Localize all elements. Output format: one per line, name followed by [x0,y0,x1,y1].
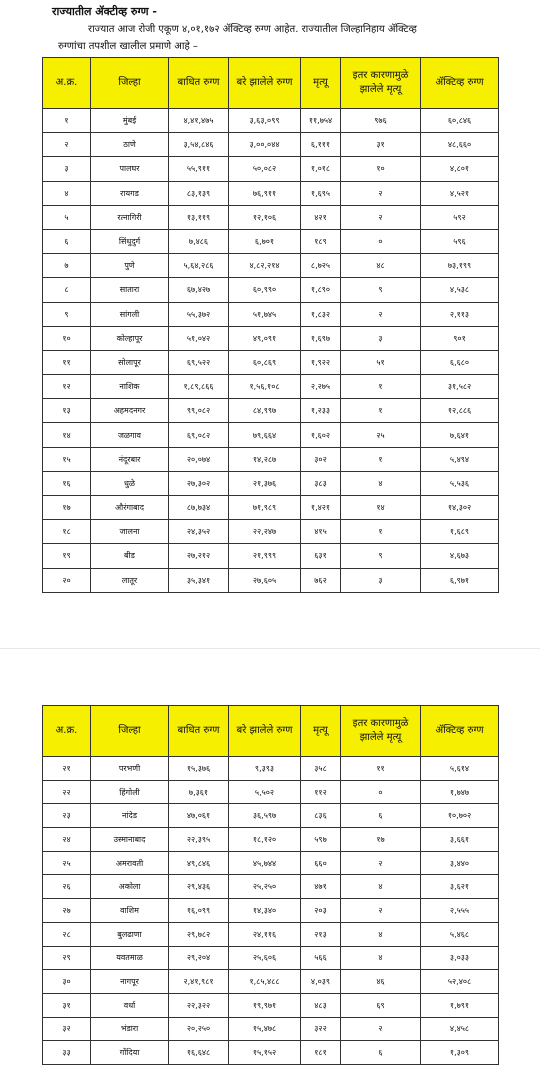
cell-other-deaths: ४६ [341,970,421,994]
cell-affected: ५,६४,२८६ [169,254,229,278]
cell-active: ५,६१४ [421,757,499,781]
cell-district: नाशिक [91,375,169,399]
col-header-deaths: मृत्यू [301,706,341,757]
cell-deaths: ४१५ [301,520,341,544]
cell-other-deaths: १ [341,399,421,423]
cell-other-deaths: ३ [341,568,421,592]
cell-active: ५९६ [421,229,499,253]
cell-deaths: ६३१ [301,544,341,568]
cell-recovered: ६०,९९० [229,278,301,302]
cell-deaths: ५९७ [301,828,341,852]
cell-deaths: ५६६ [301,946,341,970]
cell-active: १,३०९ [421,1041,499,1065]
cell-recovered: २४,११६ [229,922,301,946]
cell-other-deaths: २ [341,851,421,875]
cell-district: अकोला [91,875,169,899]
cell-recovered: ७९,६६४ [229,423,301,447]
cell-serial: ३ [43,157,91,181]
cell-active: ५,४९४ [421,447,499,471]
cell-recovered: २१,९९९ [229,544,301,568]
cell-active: ९०१ [421,326,499,350]
cell-affected: ८३,१३९ [169,181,229,205]
table-row [43,1041,499,1065]
cell-serial: ८ [43,278,91,302]
district-table-part-2 [42,705,499,1065]
table-row [43,544,499,568]
cell-district: मुंबई [91,109,169,133]
cell-district: नांदेड [91,804,169,828]
cell-affected: ५५,९११ [169,157,229,181]
cell-active: १२,८८६ [421,399,499,423]
cell-serial: १९ [43,544,91,568]
cell-serial: २३ [43,804,91,828]
cell-serial: १४ [43,423,91,447]
cell-recovered: १,८५,४८८ [229,970,301,994]
cell-recovered: १४,३४० [229,899,301,923]
cell-active: ६,९७१ [421,568,499,592]
cell-affected: २,४१,९८१ [169,970,229,994]
cell-serial: ९ [43,302,91,326]
cell-deaths: ३०२ [301,447,341,471]
cell-active: २,११३ [421,302,499,326]
cell-district: जळगाव [91,423,169,447]
cell-recovered: १,५६,१०८ [229,375,301,399]
cell-active: ४,५३८ [421,278,499,302]
cell-district: भंडारा [91,1017,169,1041]
cell-recovered: १५,१५२ [229,1041,301,1065]
cell-other-deaths: ९७६ [341,109,421,133]
cell-district: वाशिम [91,899,169,923]
cell-district: यवतमाळ [91,946,169,970]
col-header-deaths: मृत्यू [301,58,341,109]
col-header-other-deaths: इतर कारणामुळे झालेले मृत्यू [341,706,421,757]
cell-recovered: ५,५०२ [229,780,301,804]
table-row [43,399,499,423]
cell-other-deaths: ६९ [341,993,421,1017]
cell-serial: १७ [43,496,91,520]
cell-affected: ७,३६१ [169,780,229,804]
cell-active: ४,६७३ [421,544,499,568]
intro-paragraph [58,21,498,55]
cell-deaths: ३२२ [301,1017,341,1041]
cell-deaths: १,८९० [301,278,341,302]
cell-serial: २८ [43,922,91,946]
table-row [43,471,499,495]
cell-other-deaths: ४८ [341,254,421,278]
table-row [43,229,499,253]
cell-serial: ३० [43,970,91,994]
cell-affected: १३,११९ [169,205,229,229]
cell-deaths: २,२७५ [301,375,341,399]
cell-serial: २६ [43,875,91,899]
cell-recovered: ५१,७४५ [229,302,301,326]
cell-active: ५९२ [421,205,499,229]
cell-deaths: ४,०३९ [301,970,341,994]
cell-serial: २२ [43,780,91,804]
cell-other-deaths: ४ [341,946,421,970]
cell-affected: २४,३५२ [169,520,229,544]
cell-recovered: १२,१०६ [229,205,301,229]
cell-active: १,७९१ [421,993,499,1017]
cell-district: बीड [91,544,169,568]
table-row [43,757,499,781]
cell-district: हिंगोली [91,780,169,804]
table-row [43,157,499,181]
cell-active: ३१,५८२ [421,375,499,399]
cell-active: ४,८०१ [421,157,499,181]
cell-district: जालना [91,520,169,544]
cell-affected: ८७,७३४ [169,496,229,520]
cell-recovered: २१,३७६ [229,471,301,495]
cell-active: ३,०३३ [421,946,499,970]
cell-recovered: २७,६०५ [229,568,301,592]
cell-serial: २१ [43,757,91,781]
table-row [43,851,499,875]
cell-deaths: ६६० [301,851,341,875]
cell-active: ३,४४० [421,851,499,875]
table-row [43,350,499,374]
cell-district: रायगड [91,181,169,205]
cell-affected: २९,७८२ [169,922,229,946]
cell-affected: १६,६४८ [169,1041,229,1065]
cell-serial: ३१ [43,993,91,1017]
cell-active: २,५५५ [421,899,499,923]
cell-district: गोंदिया [91,1041,169,1065]
cell-recovered: २५,२५० [229,875,301,899]
cell-recovered: ६,७०१ [229,229,301,253]
cell-district: रत्नागिरी [91,205,169,229]
cell-other-deaths: २ [341,205,421,229]
cell-serial: २९ [43,946,91,970]
cell-active: ३,६६१ [421,828,499,852]
cell-affected: ७,४८६ [169,229,229,253]
cell-other-deaths: ० [341,229,421,253]
cell-district: वर्धा [91,993,169,1017]
table-row [43,254,499,278]
cell-serial: ३३ [43,1041,91,1065]
cell-active: ७,६४१ [421,423,499,447]
intro-line-1: राज्यात आज रोजी एकूण ४,०१,१७२ ॲक्टिव्ह रुग्ण आहेत. राज्यातील जिल्हानिहाय ॲक्टिव्ह [88,24,417,35]
cell-affected: २२,३२२ [169,993,229,1017]
cell-recovered: १८,१२० [229,828,301,852]
cell-deaths: ६,१११ [301,133,341,157]
table-row [43,447,499,471]
cell-district: सातारा [91,278,169,302]
cell-other-deaths: २ [341,181,421,205]
table-row [43,375,499,399]
cell-serial: ३२ [43,1017,91,1041]
cell-other-deaths: ५१ [341,350,421,374]
cell-recovered: ३,६३,०९९ [229,109,301,133]
cell-other-deaths: ११ [341,757,421,781]
cell-active: १०,७०२ [421,804,499,828]
district-table-part-1 [42,57,499,593]
cell-affected: २२,३९५ [169,828,229,852]
col-header-recovered: बरे झालेले रुग्ण [229,58,301,109]
table-row [43,970,499,994]
cell-affected: ५१,०४२ [169,326,229,350]
cell-affected: २७,२१२ [169,544,229,568]
cell-other-deaths: ३१ [341,133,421,157]
table-row [43,302,499,326]
cell-serial: १ [43,109,91,133]
cell-other-deaths: ९ [341,278,421,302]
cell-deaths: २०३ [301,899,341,923]
table-row [43,875,499,899]
cell-active: ६०,८४६ [421,109,499,133]
col-header-active: ॲक्टिव्ह रुग्ण [421,58,499,109]
cell-recovered: ४९,०९१ [229,326,301,350]
cell-serial: ५ [43,205,91,229]
cell-district: उस्मानाबाद [91,828,169,852]
cell-affected: २९,२०४ [169,946,229,970]
cell-deaths: १,०१८ [301,157,341,181]
cell-active: १,६८९ [421,520,499,544]
cell-deaths: ४८३ [301,993,341,1017]
cell-recovered: ३६,५९७ [229,804,301,828]
cell-recovered: ४,८२,२१४ [229,254,301,278]
cell-deaths: १,६९७ [301,326,341,350]
table-row [43,520,499,544]
table-row [43,922,499,946]
cell-recovered: ८४,९९७ [229,399,301,423]
cell-serial: १२ [43,375,91,399]
cell-other-deaths: १७ [341,828,421,852]
cell-recovered: ७६,९११ [229,181,301,205]
table-row [43,804,499,828]
cell-affected: ४७,०६१ [169,804,229,828]
cell-serial: १३ [43,399,91,423]
cell-active: ४,४५८ [421,1017,499,1041]
table-row [43,423,499,447]
cell-serial: २४ [43,828,91,852]
cell-deaths: ११२ [301,780,341,804]
cell-other-deaths: ३ [341,326,421,350]
cell-affected: २०,२५० [169,1017,229,1041]
cell-affected: १,८९,८६६ [169,375,229,399]
cell-deaths: १८१ [301,1041,341,1065]
col-header-other-deaths: इतर कारणामुळे झालेले मृत्यू [341,58,421,109]
cell-deaths: ११,७५४ [301,109,341,133]
cell-deaths: ८३६ [301,804,341,828]
cell-serial: ४ [43,181,91,205]
cell-district: पालघर [91,157,169,181]
cell-serial: २७ [43,899,91,923]
cell-district: सोलापूर [91,350,169,374]
cell-serial: २५ [43,851,91,875]
table-row [43,946,499,970]
cell-deaths: १,४२१ [301,496,341,520]
cell-serial: ११ [43,350,91,374]
cell-recovered: १४,२८७ [229,447,301,471]
cell-other-deaths: ० [341,780,421,804]
cell-affected: ६७,४२७ [169,278,229,302]
cell-active: ६,६८० [421,350,499,374]
cell-active: ४८,६६० [421,133,499,157]
table-header-row [43,58,499,109]
cell-active: ३,६२१ [421,875,499,899]
cell-other-deaths: १० [341,157,421,181]
cell-recovered: १५,४७८ [229,1017,301,1041]
col-header-active: ॲक्टिव्ह रुग्ण [421,706,499,757]
cell-district: धुळे [91,471,169,495]
cell-other-deaths: ९ [341,544,421,568]
cell-affected: १६,०९९ [169,899,229,923]
cell-affected: ३,५४,८४६ [169,133,229,157]
cell-other-deaths: ६ [341,804,421,828]
cell-deaths: ८,७२५ [301,254,341,278]
intro-line-2: रुग्णांचा तपशील खालील प्रमाणे आहे – [58,41,198,52]
cell-recovered: ७१,९८९ [229,496,301,520]
table-row [43,568,499,592]
cell-deaths: ३८३ [301,471,341,495]
cell-deaths: २१३ [301,922,341,946]
cell-district: बुलढाणा [91,922,169,946]
cell-deaths: १,६९५ [301,181,341,205]
cell-district: परभणी [91,757,169,781]
table-row [43,181,499,205]
cell-other-deaths: ६ [341,1041,421,1065]
cell-district: औरंगाबाद [91,496,169,520]
cell-affected: ४,४१,४७५ [169,109,229,133]
cell-deaths: १,८३२ [301,302,341,326]
cell-other-deaths: १ [341,447,421,471]
table-row [43,496,499,520]
cell-deaths: ४२१ [301,205,341,229]
cell-active: ५२,४०८ [421,970,499,994]
cell-serial: २ [43,133,91,157]
cell-active: ५,४६८ [421,922,499,946]
cell-district: सांगली [91,302,169,326]
cell-other-deaths: २ [341,302,421,326]
cell-other-deaths: १४ [341,496,421,520]
cell-deaths: १८९ [301,229,341,253]
cell-deaths: १,६०२ [301,423,341,447]
cell-recovered: ६०,८६९ [229,350,301,374]
table-row [43,780,499,804]
table-row [43,828,499,852]
cell-affected: ३५,३४१ [169,568,229,592]
col-header-affected: बाधित रुग्ण [169,58,229,109]
cell-other-deaths: १ [341,520,421,544]
cell-affected: ५५,३७२ [169,302,229,326]
cell-district: अहमदनगर [91,399,169,423]
cell-recovered: ४५,७४४ [229,851,301,875]
cell-active: ४,५२१ [421,181,499,205]
cell-serial: १० [43,326,91,350]
col-header-recovered: बरे झालेले रुग्ण [229,706,301,757]
table-row [43,278,499,302]
cell-active: ७३,१९९ [421,254,499,278]
cell-affected: १५,३७६ [169,757,229,781]
cell-other-deaths: ४ [341,471,421,495]
cell-serial: २० [43,568,91,592]
cell-affected: ६९,०८२ [169,423,229,447]
cell-active: ५,५३६ [421,471,499,495]
cell-affected: ६९,५२२ [169,350,229,374]
cell-deaths: १,९२२ [301,350,341,374]
cell-deaths: ७६२ [301,568,341,592]
cell-recovered: ५०,०८२ [229,157,301,181]
cell-serial: १५ [43,447,91,471]
col-header-district: जिल्हा [91,58,169,109]
cell-deaths: ३५८ [301,757,341,781]
table-row [43,109,499,133]
cell-district: ठाणे [91,133,169,157]
cell-district: नंदूरबार [91,447,169,471]
cell-affected: ९९,०८२ [169,399,229,423]
col-header-serial: अ.क्र. [43,706,91,757]
cell-active: १,७४७ [421,780,499,804]
cell-serial: ६ [43,229,91,253]
cell-serial: १८ [43,520,91,544]
cell-deaths: ४७१ [301,875,341,899]
cell-recovered: २५,६०६ [229,946,301,970]
cell-deaths: १,२३३ [301,399,341,423]
cell-other-deaths: १ [341,375,421,399]
cell-district: नागपूर [91,970,169,994]
table-row [43,133,499,157]
cell-district: कोल्हापूर [91,326,169,350]
cell-other-deaths: २ [341,899,421,923]
cell-district: लातूर [91,568,169,592]
cell-district: सिंधुदुर्ग [91,229,169,253]
cell-affected: ४९,८४६ [169,851,229,875]
page-divider [0,648,540,649]
cell-recovered: १९,९७१ [229,993,301,1017]
cell-active: १४,३०२ [421,496,499,520]
cell-recovered: ९,३९३ [229,757,301,781]
cell-serial: १६ [43,471,91,495]
col-header-district: जिल्हा [91,706,169,757]
cell-other-deaths: ४ [341,875,421,899]
table-row [43,326,499,350]
page-heading: राज्यातील ॲक्टीव्ह रुग्ण - [52,5,157,18]
cell-affected: २९,४३६ [169,875,229,899]
cell-affected: २०,०७४ [169,447,229,471]
cell-other-deaths: ४ [341,922,421,946]
table-row [43,993,499,1017]
table-row [43,1017,499,1041]
table-row [43,205,499,229]
cell-serial: ७ [43,254,91,278]
cell-district: अमरावती [91,851,169,875]
table-header-row [43,706,499,757]
cell-recovered: २२,२४७ [229,520,301,544]
cell-other-deaths: २५ [341,423,421,447]
cell-recovered: ३,००,०४४ [229,133,301,157]
table-row [43,899,499,923]
col-header-serial: अ.क्र. [43,58,91,109]
cell-district: पुणे [91,254,169,278]
cell-affected: २७,३०२ [169,471,229,495]
col-header-affected: बाधित रुग्ण [169,706,229,757]
cell-other-deaths: २ [341,1017,421,1041]
